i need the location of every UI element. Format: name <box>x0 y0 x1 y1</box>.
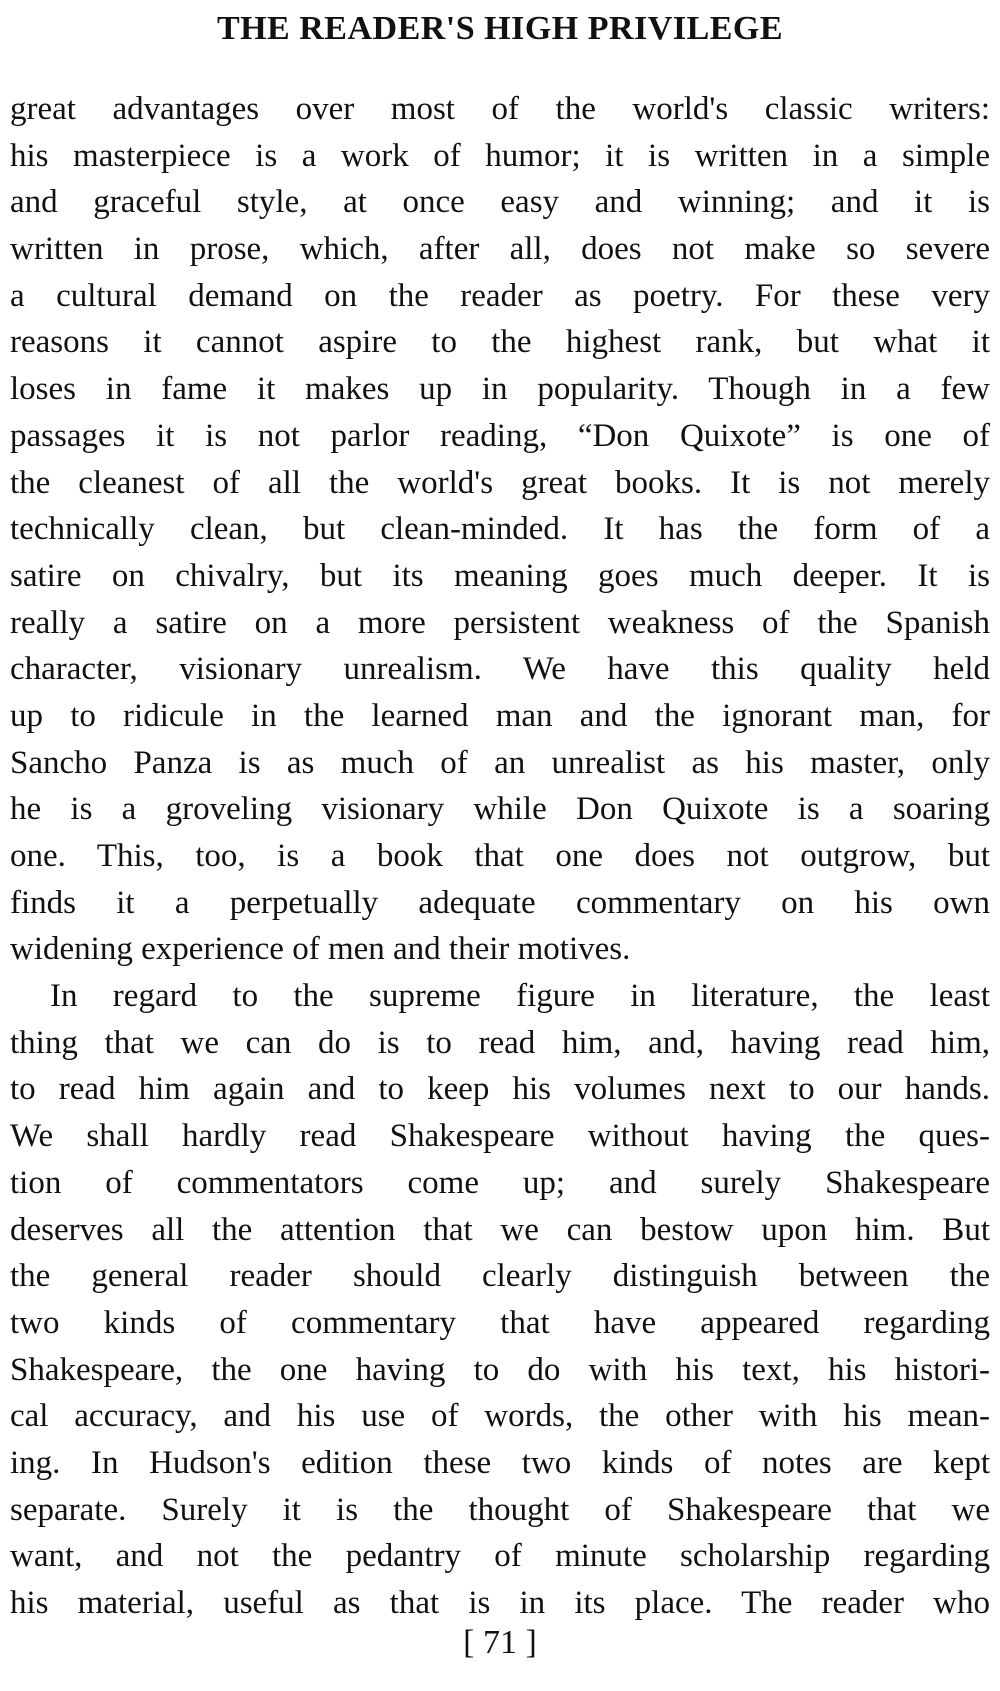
text-line: widening experience of men and their motives. <box>10 931 631 968</box>
text-line: Sancho Panza is as much of an unrealist as his master, only <box>10 744 990 781</box>
text-line: deserves all the attention that we can bestow upon him. But <box>10 1211 990 1248</box>
text-line: written in prose, which, after all, does not make so severe <box>10 231 990 268</box>
text-line: tion of commentators come up; and surely Shakespeare <box>10 1164 990 1201</box>
text-line: finds it a perpetually adequate commentary on his own <box>10 884 990 921</box>
paragraph <box>10 973 990 1627</box>
text-line: Shakespeare, the one having to do with his text, his histori- <box>10 1351 990 1388</box>
text-line: passages it is not parlor reading, “Don Quixote” is one of <box>10 417 990 454</box>
text-line: a cultural demand on the reader as poetry. For these very <box>10 277 990 314</box>
page-number: [ 71 ] <box>463 1624 537 1661</box>
text-line: want, and not the pedantry of minute scholarship regarding <box>10 1538 990 1575</box>
body-text <box>10 86 990 1627</box>
text-line: and graceful style, at once easy and winning; and it is <box>10 184 990 221</box>
text-line: his masterpiece is a work of humor; it is written in a simple <box>10 137 990 174</box>
text-line: We shall hardly read Shakespeare without having the ques- <box>10 1118 990 1155</box>
text-line: the cleanest of all the world's great books. It is not merely <box>10 464 990 501</box>
text-line: reasons it cannot aspire to the highest rank, but what it <box>10 324 990 361</box>
text-line: really a satire on a more persistent weakness of the Spanish <box>10 604 990 641</box>
text-line: technically clean, but clean-minded. It has the form of a <box>10 511 990 548</box>
text-line: up to ridicule in the learned man and the ignorant man, for <box>10 697 990 734</box>
text-line: to read him again and to keep his volumes next to our hands. <box>10 1071 990 1108</box>
text-line: great advantages over most of the world's classic writers: <box>10 91 990 127</box>
text-line: two kinds of commentary that have appeared regarding <box>10 1304 990 1341</box>
text-line: separate. Surely it is the thought of Shakespeare that we <box>10 1491 990 1528</box>
text-line: satire on chivalry, but its meaning goes much deeper. It is <box>10 557 990 594</box>
text-line: In regard to the supreme figure in literature, the least <box>50 978 990 1015</box>
paragraph <box>10 86 990 973</box>
text-line: his material, useful as that is in its place. The reader who <box>10 1585 990 1621</box>
text-line: loses in fame it makes up in popularity. Though in a few <box>10 371 990 408</box>
running-head: THE READER'S HIGH PRIVILEGE <box>216 10 784 47</box>
text-line: ing. In Hudson's edition these two kinds of notes are kept <box>10 1444 990 1481</box>
text-line: cal accuracy, and his use of words, the other with his mean- <box>10 1398 990 1435</box>
text-line: he is a groveling visionary while Don Quixote is a soaring <box>10 791 990 828</box>
text-line: thing that we can do is to read him, and, having read him, <box>10 1024 990 1061</box>
text-line: the general reader should clearly distinguish between the <box>10 1258 990 1295</box>
text-line: character, visionary unrealism. We have this quality held <box>10 651 990 688</box>
text-line: one. This, too, is a book that one does not outgrow, but <box>10 838 990 874</box>
